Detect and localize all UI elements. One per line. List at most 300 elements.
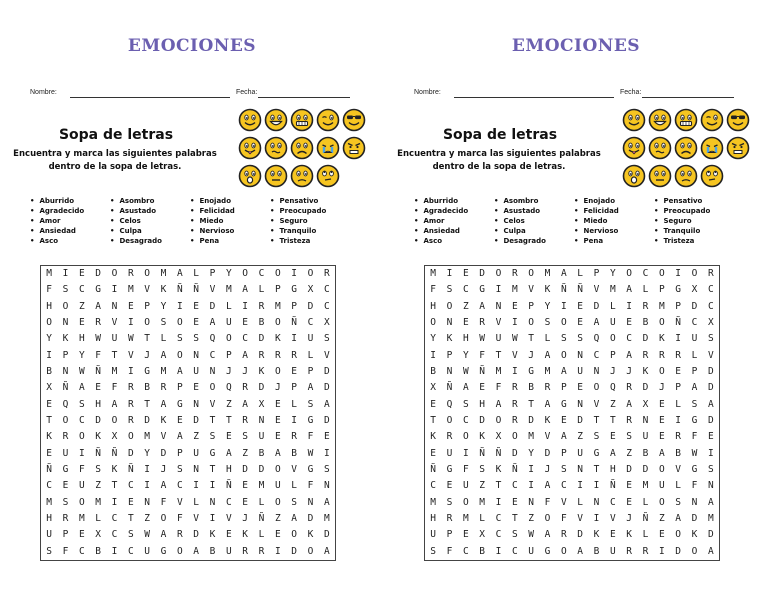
grid-letter[interactable]: X bbox=[707, 317, 714, 328]
grid-letter[interactable]: V bbox=[577, 513, 584, 524]
grid-letter[interactable]: I bbox=[675, 415, 682, 426]
grid-letter[interactable]: N bbox=[577, 398, 584, 410]
grid-letter[interactable]: X bbox=[258, 398, 265, 410]
grid-letter[interactable]: R bbox=[242, 545, 249, 557]
grid-letter[interactable]: U bbox=[225, 317, 232, 328]
grid-letter[interactable]: M bbox=[642, 480, 649, 492]
grid-letter[interactable]: A bbox=[593, 317, 600, 328]
grid-letter[interactable]: K bbox=[658, 333, 665, 345]
grid-letter[interactable]: P bbox=[209, 268, 216, 279]
grid-letter[interactable]: S bbox=[707, 464, 714, 475]
grid-letter[interactable]: I bbox=[242, 300, 249, 312]
grid-letter[interactable]: T bbox=[511, 513, 518, 524]
grid-letter[interactable]: M bbox=[127, 284, 134, 296]
grid-letter[interactable]: T bbox=[593, 415, 600, 426]
grid-letter[interactable]: E bbox=[95, 382, 102, 394]
grid-letter[interactable]: X bbox=[495, 431, 502, 443]
grid-letter[interactable]: H bbox=[430, 513, 437, 524]
grid-letter[interactable]: C bbox=[78, 545, 85, 557]
grid-letter[interactable]: A bbox=[291, 513, 298, 524]
grid-letter[interactable]: G bbox=[95, 284, 102, 296]
grid-letter[interactable]: D bbox=[577, 529, 584, 541]
grid-letter[interactable]: S bbox=[307, 398, 314, 410]
grid-letter[interactable]: S bbox=[544, 317, 551, 328]
grid-letter[interactable]: O bbox=[274, 317, 281, 328]
grid-letter[interactable]: U bbox=[446, 447, 453, 459]
grid-letter[interactable]: E bbox=[46, 398, 53, 410]
grid-letter[interactable]: D bbox=[209, 300, 216, 312]
grid-letter[interactable]: M bbox=[46, 268, 53, 279]
grid-letter[interactable]: R bbox=[560, 529, 567, 541]
grid-letter[interactable]: V bbox=[528, 284, 535, 296]
grid-letter[interactable]: A bbox=[479, 300, 486, 312]
grid-letter[interactable]: Ñ bbox=[111, 447, 118, 459]
grid-letter[interactable]: Ñ bbox=[95, 366, 102, 377]
grid-letter[interactable]: S bbox=[462, 398, 469, 410]
grid-letter[interactable]: Q bbox=[225, 382, 232, 394]
grid-letter[interactable]: M bbox=[511, 284, 518, 296]
grid-letter[interactable]: N bbox=[209, 366, 216, 377]
grid-letter[interactable]: D bbox=[707, 366, 714, 377]
grid-letter[interactable]: O bbox=[609, 333, 616, 345]
grid-letter[interactable]: S bbox=[446, 284, 453, 296]
grid-letter[interactable]: L bbox=[642, 529, 649, 541]
grid-letter[interactable]: K bbox=[626, 529, 633, 541]
grid-letter[interactable]: A bbox=[560, 431, 567, 443]
grid-letter[interactable]: E bbox=[274, 415, 281, 426]
grid-letter[interactable]: D bbox=[707, 382, 714, 394]
grid-letter[interactable]: P bbox=[658, 284, 665, 296]
grid-letter[interactable]: E bbox=[609, 529, 616, 541]
grid-letter[interactable]: R bbox=[642, 349, 649, 361]
grid-letter[interactable]: S bbox=[323, 333, 330, 345]
grid-letter[interactable]: P bbox=[225, 349, 232, 361]
grid-letter[interactable]: F bbox=[46, 284, 53, 296]
grid-letter[interactable]: M bbox=[323, 513, 330, 524]
grid-letter[interactable]: O bbox=[274, 268, 281, 279]
grid-letter[interactable]: Z bbox=[626, 447, 633, 459]
grid-letter[interactable]: B bbox=[675, 447, 682, 459]
grid-letter[interactable]: D bbox=[258, 382, 265, 394]
grid-letter[interactable]: F bbox=[62, 545, 69, 557]
grid-letter[interactable]: E bbox=[127, 496, 134, 508]
grid-letter[interactable]: D bbox=[479, 415, 486, 426]
grid-letter[interactable]: W bbox=[144, 529, 151, 541]
grid-letter[interactable]: A bbox=[242, 398, 249, 410]
grid-letter[interactable]: A bbox=[626, 349, 633, 361]
grid-letter[interactable]: B bbox=[593, 545, 600, 557]
grid-letter[interactable]: P bbox=[62, 529, 69, 541]
grid-letter[interactable]: S bbox=[62, 496, 69, 508]
grid-letter[interactable]: O bbox=[176, 317, 183, 328]
grid-letter[interactable]: T bbox=[225, 415, 232, 426]
grid-letter[interactable]: C bbox=[626, 333, 633, 345]
grid-letter[interactable]: U bbox=[462, 480, 469, 492]
grid-letter[interactable]: L bbox=[225, 300, 232, 312]
grid-letter[interactable]: C bbox=[511, 480, 518, 492]
grid-letter[interactable]: O bbox=[127, 431, 134, 443]
grid-letter[interactable]: M bbox=[78, 513, 85, 524]
grid-letter[interactable]: D bbox=[626, 464, 633, 475]
grid-letter[interactable]: T bbox=[144, 398, 151, 410]
grid-letter[interactable]: I bbox=[209, 480, 216, 492]
grid-letter[interactable]: B bbox=[291, 447, 298, 459]
grid-letter[interactable]: O bbox=[446, 415, 453, 426]
grid-letter[interactable]: W bbox=[511, 333, 518, 345]
grid-letter[interactable]: W bbox=[78, 366, 85, 377]
grid-letter[interactable]: Ñ bbox=[642, 513, 649, 524]
grid-letter[interactable]: D bbox=[258, 464, 265, 475]
grid-letter[interactable]: P bbox=[307, 366, 314, 377]
grid-letter[interactable]: P bbox=[560, 382, 567, 394]
grid-letter[interactable]: F bbox=[176, 513, 183, 524]
grid-letter[interactable]: A bbox=[78, 382, 85, 394]
grid-letter[interactable]: T bbox=[528, 333, 535, 345]
grid-letter[interactable]: O bbox=[462, 496, 469, 508]
grid-letter[interactable]: M bbox=[160, 268, 167, 279]
grid-letter[interactable]: O bbox=[544, 513, 551, 524]
grid-letter[interactable]: P bbox=[691, 366, 698, 377]
grid-letter[interactable]: V bbox=[193, 513, 200, 524]
grid-letter[interactable]: C bbox=[258, 268, 265, 279]
grid-letter[interactable]: U bbox=[577, 366, 584, 377]
grid-letter[interactable]: R bbox=[511, 268, 518, 279]
grid-letter[interactable]: I bbox=[291, 415, 298, 426]
grid-letter[interactable]: V bbox=[209, 284, 216, 296]
grid-letter[interactable]: S bbox=[127, 529, 134, 541]
grid-letter[interactable]: F bbox=[160, 496, 167, 508]
grid-letter[interactable]: R bbox=[160, 382, 167, 394]
grid-letter[interactable]: A bbox=[560, 268, 567, 279]
grid-letter[interactable]: M bbox=[95, 496, 102, 508]
grid-letter[interactable]: O bbox=[274, 496, 281, 508]
grid-letter[interactable]: V bbox=[675, 464, 682, 475]
grid-letter[interactable]: D bbox=[707, 415, 714, 426]
grid-letter[interactable]: H bbox=[479, 398, 486, 410]
grid-letter[interactable]: U bbox=[609, 317, 616, 328]
grid-letter[interactable]: R bbox=[479, 317, 486, 328]
grid-letter[interactable]: E bbox=[626, 317, 633, 328]
grid-letter[interactable]: Ñ bbox=[577, 284, 584, 296]
grid-letter[interactable]: S bbox=[707, 333, 714, 345]
grid-letter[interactable]: V bbox=[707, 349, 714, 361]
grid-letter[interactable]: R bbox=[544, 382, 551, 394]
grid-letter[interactable]: C bbox=[78, 415, 85, 426]
grid-letter[interactable]: O bbox=[691, 268, 698, 279]
grid-letter[interactable]: E bbox=[577, 382, 584, 394]
grid-letter[interactable]: V bbox=[593, 398, 600, 410]
grid-letter[interactable]: G bbox=[176, 398, 183, 410]
grid-letter[interactable]: O bbox=[225, 333, 232, 345]
grid-letter[interactable]: S bbox=[479, 464, 486, 475]
grid-letter[interactable]: A bbox=[577, 545, 584, 557]
grid-letter[interactable]: I bbox=[495, 545, 502, 557]
grid-letter[interactable]: D bbox=[593, 300, 600, 312]
grid-letter[interactable]: I bbox=[495, 284, 502, 296]
grid-letter[interactable]: P bbox=[560, 447, 567, 459]
grid-letter[interactable]: O bbox=[242, 268, 249, 279]
grid-letter[interactable]: L bbox=[307, 349, 314, 361]
grid-letter[interactable]: U bbox=[46, 529, 53, 541]
grid-letter[interactable]: H bbox=[609, 464, 616, 475]
grid-letter[interactable]: V bbox=[291, 464, 298, 475]
grid-letter[interactable]: U bbox=[658, 480, 665, 492]
grid-letter[interactable]: R bbox=[626, 545, 633, 557]
grid-letter[interactable]: T bbox=[111, 349, 118, 361]
grid-letter[interactable]: N bbox=[593, 366, 600, 377]
grid-letter[interactable]: K bbox=[160, 284, 167, 296]
grid-letter[interactable]: O bbox=[274, 366, 281, 377]
grid-letter[interactable]: E bbox=[658, 431, 665, 443]
grid-letter[interactable]: I bbox=[626, 300, 633, 312]
grid-letter[interactable]: S bbox=[511, 529, 518, 541]
grid-letter[interactable]: E bbox=[193, 300, 200, 312]
grid-letter[interactable]: A bbox=[242, 349, 249, 361]
grid-letter[interactable]: Z bbox=[95, 480, 102, 492]
grid-letter[interactable]: O bbox=[462, 431, 469, 443]
grid-letter[interactable]: A bbox=[176, 431, 183, 443]
grid-letter[interactable]: J bbox=[626, 513, 633, 524]
grid-letter[interactable]: S bbox=[430, 545, 437, 557]
grid-letter[interactable]: I bbox=[560, 300, 567, 312]
grid-letter[interactable]: E bbox=[511, 496, 518, 508]
grid-letter[interactable]: C bbox=[307, 317, 314, 328]
grid-letter[interactable]: R bbox=[127, 268, 134, 279]
grid-letter[interactable]: L bbox=[160, 333, 167, 345]
grid-letter[interactable]: R bbox=[446, 513, 453, 524]
grid-letter[interactable]: D bbox=[291, 545, 298, 557]
grid-letter[interactable]: E bbox=[62, 480, 69, 492]
grid-letter[interactable]: C bbox=[495, 529, 502, 541]
grid-letter[interactable]: A bbox=[609, 447, 616, 459]
grid-letter[interactable]: I bbox=[707, 447, 714, 459]
grid-letter[interactable]: G bbox=[307, 415, 314, 426]
grid-letter[interactable]: G bbox=[691, 464, 698, 475]
grid-letter[interactable]: J bbox=[528, 349, 535, 361]
grid-letter[interactable]: E bbox=[127, 300, 134, 312]
grid-letter[interactable]: R bbox=[323, 268, 330, 279]
grid-letter[interactable]: Y bbox=[462, 349, 469, 361]
grid-letter[interactable]: R bbox=[291, 431, 298, 443]
grid-letter[interactable]: R bbox=[675, 349, 682, 361]
grid-letter[interactable]: U bbox=[691, 333, 698, 345]
grid-letter[interactable]: S bbox=[323, 464, 330, 475]
grid-letter[interactable]: I bbox=[111, 496, 118, 508]
grid-letter[interactable]: J bbox=[242, 513, 249, 524]
grid-letter[interactable]: S bbox=[291, 496, 298, 508]
grid-letter[interactable]: S bbox=[209, 431, 216, 443]
grid-letter[interactable]: M bbox=[462, 513, 469, 524]
grid-letter[interactable]: C bbox=[111, 529, 118, 541]
grid-letter[interactable]: F bbox=[479, 349, 486, 361]
grid-letter[interactable]: I bbox=[78, 447, 85, 459]
grid-letter[interactable]: O bbox=[176, 545, 183, 557]
grid-letter[interactable]: O bbox=[307, 268, 314, 279]
grid-letter[interactable]: B bbox=[430, 366, 437, 377]
grid-letter[interactable]: A bbox=[495, 398, 502, 410]
grid-letter[interactable]: O bbox=[691, 545, 698, 557]
grid-letter[interactable]: D bbox=[691, 513, 698, 524]
grid-letter[interactable]: R bbox=[127, 415, 134, 426]
grid-letter[interactable]: M bbox=[544, 268, 551, 279]
grid-letter[interactable]: W bbox=[691, 447, 698, 459]
grid-letter[interactable]: C bbox=[127, 480, 134, 492]
grid-letter[interactable]: Y bbox=[144, 447, 151, 459]
grid-letter[interactable]: O bbox=[46, 317, 53, 328]
grid-letter[interactable]: D bbox=[144, 415, 151, 426]
grid-letter[interactable]: L bbox=[258, 529, 265, 541]
grid-letter[interactable]: A bbox=[707, 496, 714, 508]
grid-letter[interactable]: O bbox=[160, 513, 167, 524]
grid-letter[interactable]: A bbox=[176, 268, 183, 279]
grid-letter[interactable]: D bbox=[160, 447, 167, 459]
grid-letter[interactable]: Z bbox=[528, 513, 535, 524]
grid-letter[interactable]: E bbox=[242, 317, 249, 328]
grid-letter[interactable]: D bbox=[544, 447, 551, 459]
grid-letter[interactable]: E bbox=[78, 317, 85, 328]
grid-letter[interactable]: E bbox=[242, 496, 249, 508]
grid-letter[interactable]: Ñ bbox=[430, 464, 437, 475]
grid-letter[interactable]: P bbox=[675, 382, 682, 394]
grid-letter[interactable]: E bbox=[176, 415, 183, 426]
grid-letter[interactable]: D bbox=[323, 382, 330, 394]
grid-letter[interactable]: T bbox=[127, 513, 134, 524]
grid-letter[interactable]: R bbox=[242, 382, 249, 394]
grid-letter[interactable]: P bbox=[593, 268, 600, 279]
grid-letter[interactable]: I bbox=[193, 480, 200, 492]
grid-letter[interactable]: C bbox=[78, 284, 85, 296]
grid-letter[interactable]: E bbox=[658, 415, 665, 426]
grid-letter[interactable]: A bbox=[707, 398, 714, 410]
grid-letter[interactable]: R bbox=[274, 349, 281, 361]
grid-letter[interactable]: Z bbox=[144, 513, 151, 524]
grid-letter[interactable]: O bbox=[78, 496, 85, 508]
grid-letter[interactable]: I bbox=[291, 333, 298, 345]
grid-letter[interactable]: D bbox=[511, 447, 518, 459]
grid-letter[interactable]: I bbox=[111, 545, 118, 557]
grid-letter[interactable]: R bbox=[176, 529, 183, 541]
grid-letter[interactable]: L bbox=[479, 513, 486, 524]
grid-letter[interactable]: H bbox=[430, 300, 437, 312]
grid-letter[interactable]: E bbox=[479, 382, 486, 394]
grid-letter[interactable]: E bbox=[193, 382, 200, 394]
grid-letter[interactable]: O bbox=[495, 268, 502, 279]
grid-letter[interactable]: N bbox=[193, 349, 200, 361]
grid-letter[interactable]: T bbox=[111, 480, 118, 492]
grid-letter[interactable]: O bbox=[176, 349, 183, 361]
grid-letter[interactable]: U bbox=[274, 480, 281, 492]
grid-letter[interactable]: C bbox=[242, 333, 249, 345]
grid-letter[interactable]: C bbox=[462, 284, 469, 296]
grid-letter[interactable]: F bbox=[495, 382, 502, 394]
grid-letter[interactable]: G bbox=[691, 415, 698, 426]
grid-letter[interactable]: V bbox=[176, 496, 183, 508]
grid-letter[interactable]: L bbox=[577, 268, 584, 279]
grid-letter[interactable]: K bbox=[544, 284, 551, 296]
name-input-line[interactable] bbox=[454, 97, 614, 98]
grid-letter[interactable]: S bbox=[626, 431, 633, 443]
grid-letter[interactable]: K bbox=[691, 529, 698, 541]
grid-letter[interactable]: W bbox=[528, 529, 535, 541]
grid-letter[interactable]: O bbox=[78, 431, 85, 443]
grid-letter[interactable]: E bbox=[274, 398, 281, 410]
grid-letter[interactable]: A bbox=[225, 447, 232, 459]
grid-letter[interactable]: I bbox=[577, 480, 584, 492]
grid-letter[interactable]: C bbox=[176, 480, 183, 492]
grid-letter[interactable]: H bbox=[46, 300, 53, 312]
grid-letter[interactable]: F bbox=[544, 496, 551, 508]
grid-letter[interactable]: I bbox=[511, 366, 518, 377]
grid-letter[interactable]: R bbox=[62, 513, 69, 524]
grid-letter[interactable]: I bbox=[144, 464, 151, 475]
date-input-line[interactable] bbox=[642, 97, 734, 98]
grid-letter[interactable]: U bbox=[258, 431, 265, 443]
grid-letter[interactable]: E bbox=[446, 480, 453, 492]
grid-letter[interactable]: F bbox=[446, 545, 453, 557]
grid-letter[interactable]: L bbox=[691, 349, 698, 361]
grid-letter[interactable]: N bbox=[577, 349, 584, 361]
grid-letter[interactable]: I bbox=[593, 480, 600, 492]
grid-letter[interactable]: L bbox=[193, 268, 200, 279]
grid-letter[interactable]: D bbox=[577, 415, 584, 426]
grid-letter[interactable]: L bbox=[95, 513, 102, 524]
grid-letter[interactable]: M bbox=[658, 300, 665, 312]
grid-letter[interactable]: T bbox=[495, 349, 502, 361]
grid-letter[interactable]: Z bbox=[225, 398, 232, 410]
grid-letter[interactable]: V bbox=[323, 349, 330, 361]
grid-letter[interactable]: O bbox=[658, 496, 665, 508]
grid-letter[interactable]: C bbox=[707, 300, 714, 312]
grid-letter[interactable]: E bbox=[560, 415, 567, 426]
grid-letter[interactable]: B bbox=[95, 545, 102, 557]
grid-letter[interactable]: D bbox=[691, 300, 698, 312]
grid-letter[interactable]: N bbox=[209, 496, 216, 508]
grid-letter[interactable]: Ñ bbox=[560, 284, 567, 296]
grid-letter[interactable]: F bbox=[78, 464, 85, 475]
grid-letter[interactable]: C bbox=[209, 349, 216, 361]
grid-letter[interactable]: I bbox=[495, 496, 502, 508]
grid-letter[interactable]: I bbox=[209, 513, 216, 524]
grid-letter[interactable]: Q bbox=[609, 382, 616, 394]
grid-letter[interactable]: I bbox=[528, 464, 535, 475]
grid-letter[interactable]: Ñ bbox=[258, 513, 265, 524]
grid-letter[interactable]: W bbox=[462, 366, 469, 377]
grid-letter[interactable]: A bbox=[111, 398, 118, 410]
grid-letter[interactable]: K bbox=[544, 415, 551, 426]
grid-letter[interactable]: I bbox=[127, 366, 134, 377]
grid-letter[interactable]: E bbox=[577, 300, 584, 312]
grid-letter[interactable]: A bbox=[626, 284, 633, 296]
grid-letter[interactable]: O bbox=[446, 300, 453, 312]
grid-letter[interactable]: K bbox=[95, 431, 102, 443]
grid-letter[interactable]: R bbox=[127, 398, 134, 410]
grid-letter[interactable]: I bbox=[323, 447, 330, 459]
grid-letter[interactable]: M bbox=[111, 366, 118, 377]
grid-letter[interactable]: P bbox=[291, 382, 298, 394]
grid-letter[interactable]: T bbox=[209, 415, 216, 426]
grid-letter[interactable]: T bbox=[144, 333, 151, 345]
grid-letter[interactable]: Ñ bbox=[479, 366, 486, 377]
grid-letter[interactable]: A bbox=[560, 366, 567, 377]
grid-letter[interactable]: O bbox=[430, 317, 437, 328]
grid-letter[interactable]: I bbox=[430, 349, 437, 361]
grid-letter[interactable]: C bbox=[127, 545, 134, 557]
grid-letter[interactable]: N bbox=[193, 464, 200, 475]
grid-letter[interactable]: V bbox=[127, 349, 134, 361]
grid-letter[interactable]: O bbox=[144, 317, 151, 328]
grid-letter[interactable]: I bbox=[528, 480, 535, 492]
grid-letter[interactable]: D bbox=[675, 545, 682, 557]
